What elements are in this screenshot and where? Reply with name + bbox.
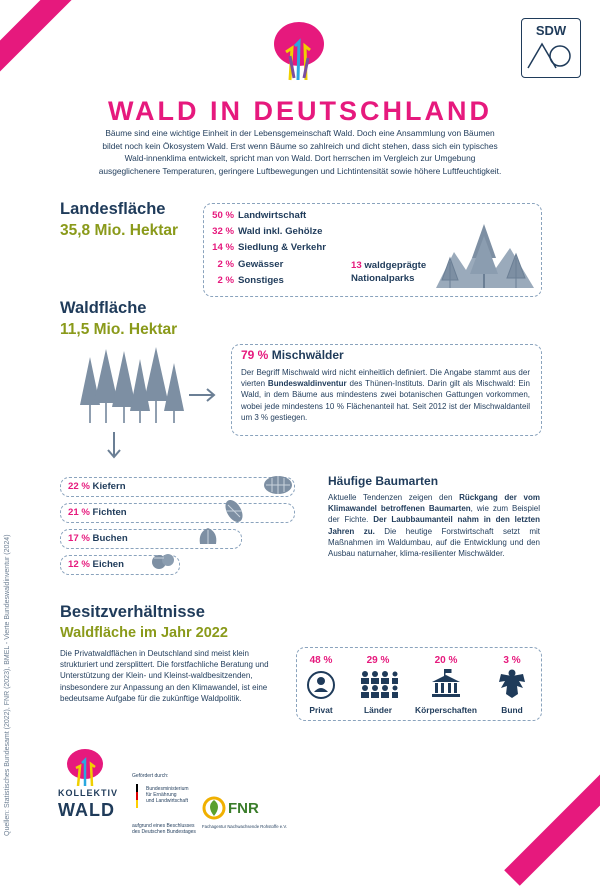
sdw-trees-icon bbox=[522, 38, 580, 70]
sdw-logo-text: SDW bbox=[535, 23, 567, 38]
person-icon bbox=[306, 670, 336, 700]
fnr-subtitle: Fachagentur Nachwachsende Rohstoffe e.V. bbox=[202, 824, 288, 829]
owner-laender-label: Länder bbox=[364, 705, 392, 715]
corner-ribbon-bottom-right bbox=[504, 764, 600, 886]
baumart-eichen: 12 % Eichen bbox=[68, 559, 125, 570]
mischwald-text: Der Begriff Mischwald wird nicht einheitlich definiert. Die Angabe stammt aus der vierten Bundeswaldinventur des Thünen-Instituts. Darin gilt als Mischwald: Ein Wald, in dem Bäume aus mindestens zwei botanischen Gattungen vorkommen, wobei jede mindestens 10 % Flächenanteil hat. Seit 2012 ist der Mischwaldanteil um 3 % gestiegen. bbox=[241, 368, 530, 422]
baumart-buchen: 17 % Buchen bbox=[68, 533, 128, 544]
baumart-fichten: 21 % Fichten bbox=[68, 507, 127, 518]
spruce-cone-icon bbox=[220, 497, 248, 525]
fnr-logo-text: FNR bbox=[228, 800, 259, 817]
besitz-text: Die Privatwaldflächen in Deutschland sind meist klein strukturiert und zersplittert. Die forstfachliche Beratung und Unterstützung der Klein- und Kleinst-waldbesitzenden, insbesondere zur Anpassung an den Klimawandel, ist eine bedeutsame Aufgabe für die zukünftige Waldpolitik. bbox=[60, 649, 269, 703]
people-group-icon bbox=[358, 670, 398, 700]
waldflaeche-heading: Waldfläche bbox=[60, 299, 147, 317]
baumarten-text: Aktuelle Tendenzen zeigen den Rückgang der vom Klimawandel betroffenen Baumarten, wie zum Beispiel der Fichte. Der Laubbaumanteil nahm in den letzten Jahren zu. Die heutige Forstwirtschaft setzt mit Maßnahmen im Waldumbau, auf die Entwicklung und den Ausbau naturnaher, klima-resilienter Mischwälder. bbox=[328, 493, 541, 559]
waldflaeche-value: 11,5 Mio. Hektar bbox=[60, 321, 178, 338]
landesflaeche-value: 35,8 Mio. Hektar bbox=[60, 222, 179, 239]
intro-text: Bäume sind eine wichtige Einheit in der Lebensgemeinschaft Wald. Doch eine Ansammlung von Bäumen bildet noch kein Ökosystem Wald. Erst wenn Bäume so zahlreich und dicht stehen, dass sich ein typisches Wald-innenklima entwickelt, spricht man von Wald. Dort herrschen im Vergleich zur Umgebung ausgeglichenere Temperaturen, geringere Luftbewegungen und Lichtintensität sowie höhere Luftfeuchtigkeit. bbox=[98, 128, 502, 176]
mischwald-pct: 79 % bbox=[241, 348, 269, 362]
beschluss-text: aufgrund eines Beschlusses des Deutschen Bundestages bbox=[132, 823, 196, 835]
besitz-heading: Besitzverhältnisse bbox=[60, 603, 205, 621]
owner-koerperschaften-pct: 20 % bbox=[434, 655, 458, 666]
mischwald-label: Mischwälder bbox=[271, 348, 344, 362]
landesflaeche-heading: Landesfläche bbox=[60, 200, 166, 218]
pine-cone-icon bbox=[262, 472, 294, 498]
wald-wordmark: WALD bbox=[58, 800, 115, 820]
baumarten-heading: Häufige Baumarten bbox=[328, 474, 439, 488]
arrow-down-icon bbox=[106, 430, 122, 462]
landnutzung-row: 14 % Siedlung & Verkehr bbox=[212, 242, 326, 254]
arrow-right-icon bbox=[187, 387, 219, 403]
german-flag-icon bbox=[132, 784, 144, 810]
beech-nut-icon bbox=[196, 526, 220, 548]
sdw-logo bbox=[521, 18, 581, 78]
kollektiv-wordmark: KOLLEKTIV bbox=[58, 788, 118, 798]
federal-eagle-icon bbox=[497, 668, 527, 700]
owner-bund-pct: 3 % bbox=[503, 655, 521, 666]
acorn-icon bbox=[150, 548, 176, 574]
fnr-leaf-icon bbox=[202, 796, 226, 820]
owner-privat-label: Privat bbox=[309, 705, 333, 715]
nationalparks-label: 13 waldgeprägte Nationalparks bbox=[351, 260, 427, 284]
nationalpark-landscape-icon bbox=[436, 218, 534, 290]
forest-trees-icon bbox=[80, 345, 190, 423]
ministry-name: Bundesministerium für Ernährung und Landwirtschaft bbox=[146, 786, 189, 804]
kollektiv-wald-logo-flower bbox=[62, 746, 108, 786]
landnutzung-row: 50 % Landwirtschaft bbox=[212, 210, 307, 221]
owner-privat-pct: 48 % bbox=[309, 655, 333, 666]
mischwald-heading bbox=[241, 348, 344, 362]
nationalparks-count: 13 bbox=[351, 260, 362, 271]
page-title: WALD IN DEUTSCHLAND bbox=[108, 96, 492, 126]
kollektiv-wald-logo-top bbox=[268, 18, 330, 84]
town-hall-icon bbox=[430, 668, 462, 700]
baumart-kiefern: 22 % Kiefern bbox=[68, 481, 126, 492]
owner-laender-pct: 29 % bbox=[366, 655, 390, 666]
owner-bund-label: Bund bbox=[501, 705, 523, 715]
landnutzung-list bbox=[208, 208, 326, 289]
landnutzung-row: 2 % Sonstiges bbox=[217, 274, 284, 286]
gefoerdert-label: Gefördert durch: bbox=[132, 773, 169, 779]
besitz-subheading: Waldfläche im Jahr 2022 bbox=[60, 625, 228, 641]
landnutzung-row: 32 % Wald inkl. Gehölze bbox=[212, 226, 323, 238]
owner-koerperschaften-label: Körperschaften bbox=[415, 705, 477, 715]
corner-ribbon-top-left bbox=[0, 0, 96, 82]
landnutzung-row: 2 % Gewässer bbox=[217, 258, 284, 270]
sources-text: Quellen: Statistisches Bundesamt (2022), FNR (2023), BMEL - Vierte Bundeswaldinventur (2024) bbox=[4, 534, 11, 836]
